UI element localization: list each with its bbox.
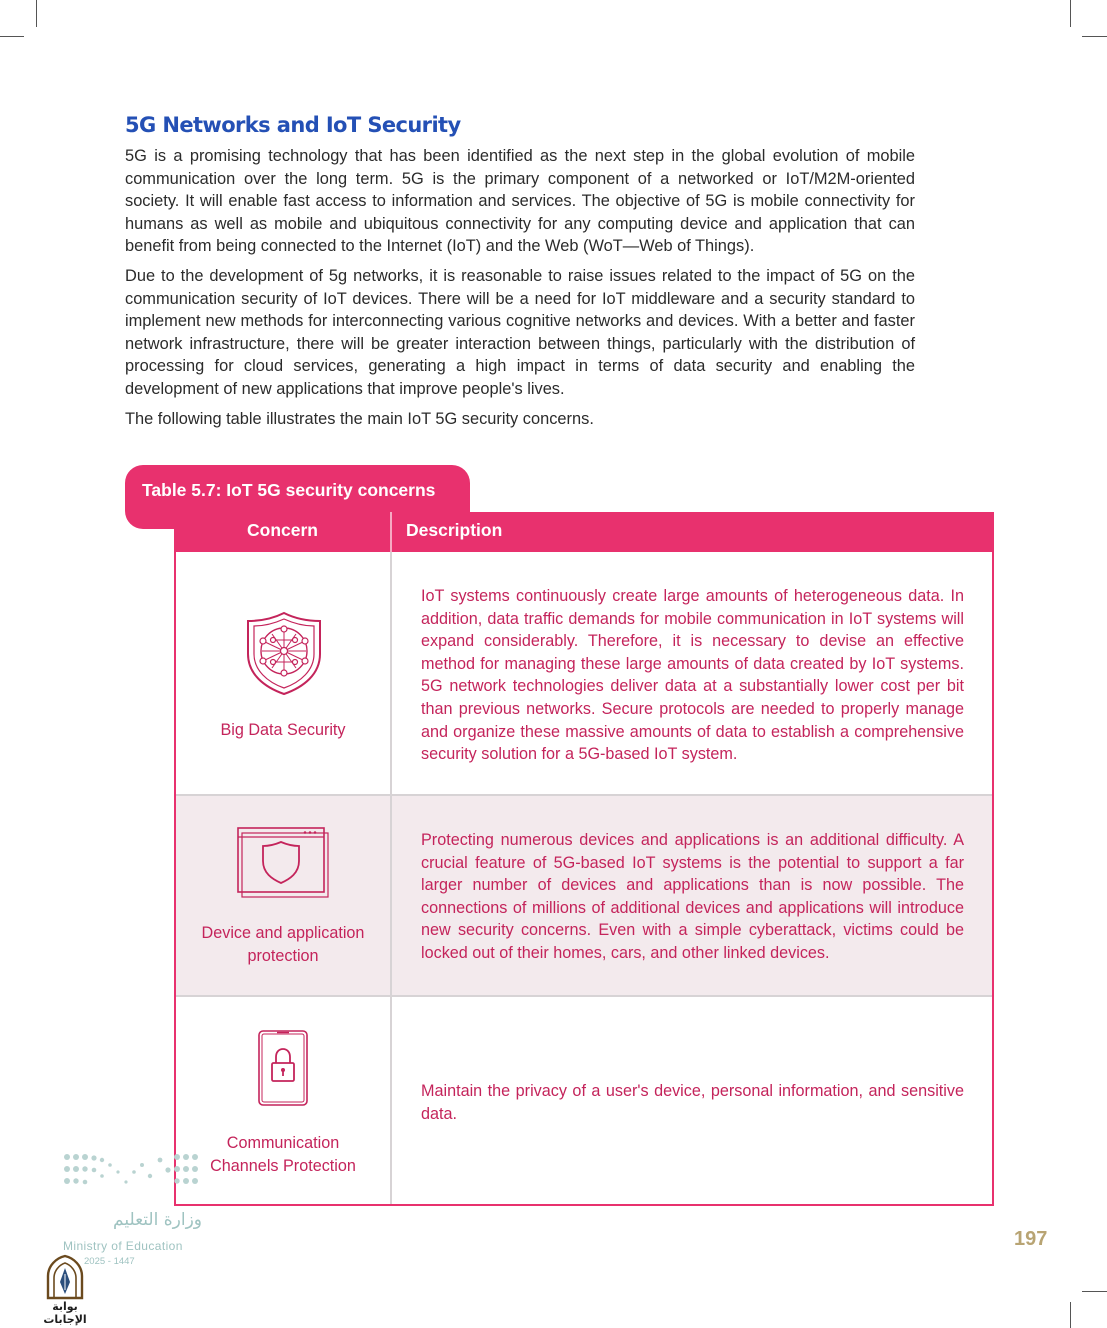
intro-paragraph: 5G is a promising technology that has been identified as the next step in the global evolution of mobile communication over the long term. 5G is the primary component of a networked or IoT/M2M-oriented society. It will enable fast access to information and services. The objective of 5G is mobile connectivity for humans as well as mobile and ubiquitous connectivity for any computing device and application that can benefit from being connected to the Internet (IoT) and the Web (WoT—Web of Things).	[125, 147, 915, 256]
portal-logo-icon	[44, 1254, 86, 1300]
concern-device-application-protection: Device and application protection	[201, 924, 365, 965]
table-caption: Table 5.7: IoT 5G security concerns	[142, 480, 436, 500]
crop-mark	[1070, 1302, 1071, 1328]
description-device-application-protection: Protecting numerous devices and applications is an additional difficulty. A crucial feature of 5G-based IoT systems is the potential to support a far larger number of devices and applications than is now possible. The connections of millions of additional devices and applications will introduce new security concerns. Even with a simple cyberattack, victims could be locked out of their homes, cars, and other linked devices.	[421, 831, 964, 962]
crop-mark	[0, 36, 24, 37]
development-paragraph: Due to the development of 5g networks, it is reasonable to raise issues related to the impact of 5G on the communication security of IoT devices. There will be a need for IoT middleware and a security standard to implement new methods for interconnecting various cognitive networks and devices. With a better and faster network infrastructure, there will be greater interaction between things, particularly with the distribution of processing for cloud services, generating a high impact in terms of data security and enabling the development of new applications that improve people's lives.	[125, 267, 915, 398]
description-big-data-security: IoT systems continuously create large amounts of heterogeneous data. In addition, data traffic demands for mobile communication in IoT systems will expand considerably. Therefore, it is necessary to devise an effective method for managing these large amounts of data created by IoT systems. 5G network technologies deliver data at a substantially lower cost per bit than previous networks. Secure protocols are needed to properly manage and organize these massive amounts of data to establish a comprehensive security solution for a 5G-based IoT system.	[421, 587, 964, 764]
concern-communication-channels-protection: Communication Channels Protection	[210, 1134, 356, 1175]
crop-mark	[1082, 36, 1107, 37]
ministry-name-arabic: وزارة التعليم	[113, 1210, 202, 1230]
concern-big-data-security: Big Data Security	[220, 721, 346, 739]
table-intro-paragraph: The following table illustrates the main IoT 5G security concerns.	[125, 410, 594, 428]
ministry-name-english: Ministry of Education	[63, 1239, 183, 1253]
ministry-logo-dots	[62, 1152, 202, 1194]
column-header-description: Description	[406, 520, 503, 540]
crop-mark	[36, 0, 37, 27]
shield-network-icon	[244, 610, 324, 696]
browser-shield-icon	[237, 827, 329, 899]
page-number: 197	[1014, 1228, 1048, 1250]
ministry-year: 2025 - 1447	[84, 1256, 135, 1267]
crop-mark	[1070, 0, 1071, 27]
phone-lock-icon	[257, 1029, 311, 1109]
section-title: 5G Networks and IoT Security	[125, 113, 461, 137]
crop-mark	[1082, 1291, 1107, 1292]
description-communication-channels-protection: Maintain the privacy of a user's device, personal information, and sensitive data.	[421, 1082, 964, 1123]
portal-name: بوابة الإجابات	[43, 1300, 87, 1326]
column-header-concern: Concern	[247, 520, 318, 540]
